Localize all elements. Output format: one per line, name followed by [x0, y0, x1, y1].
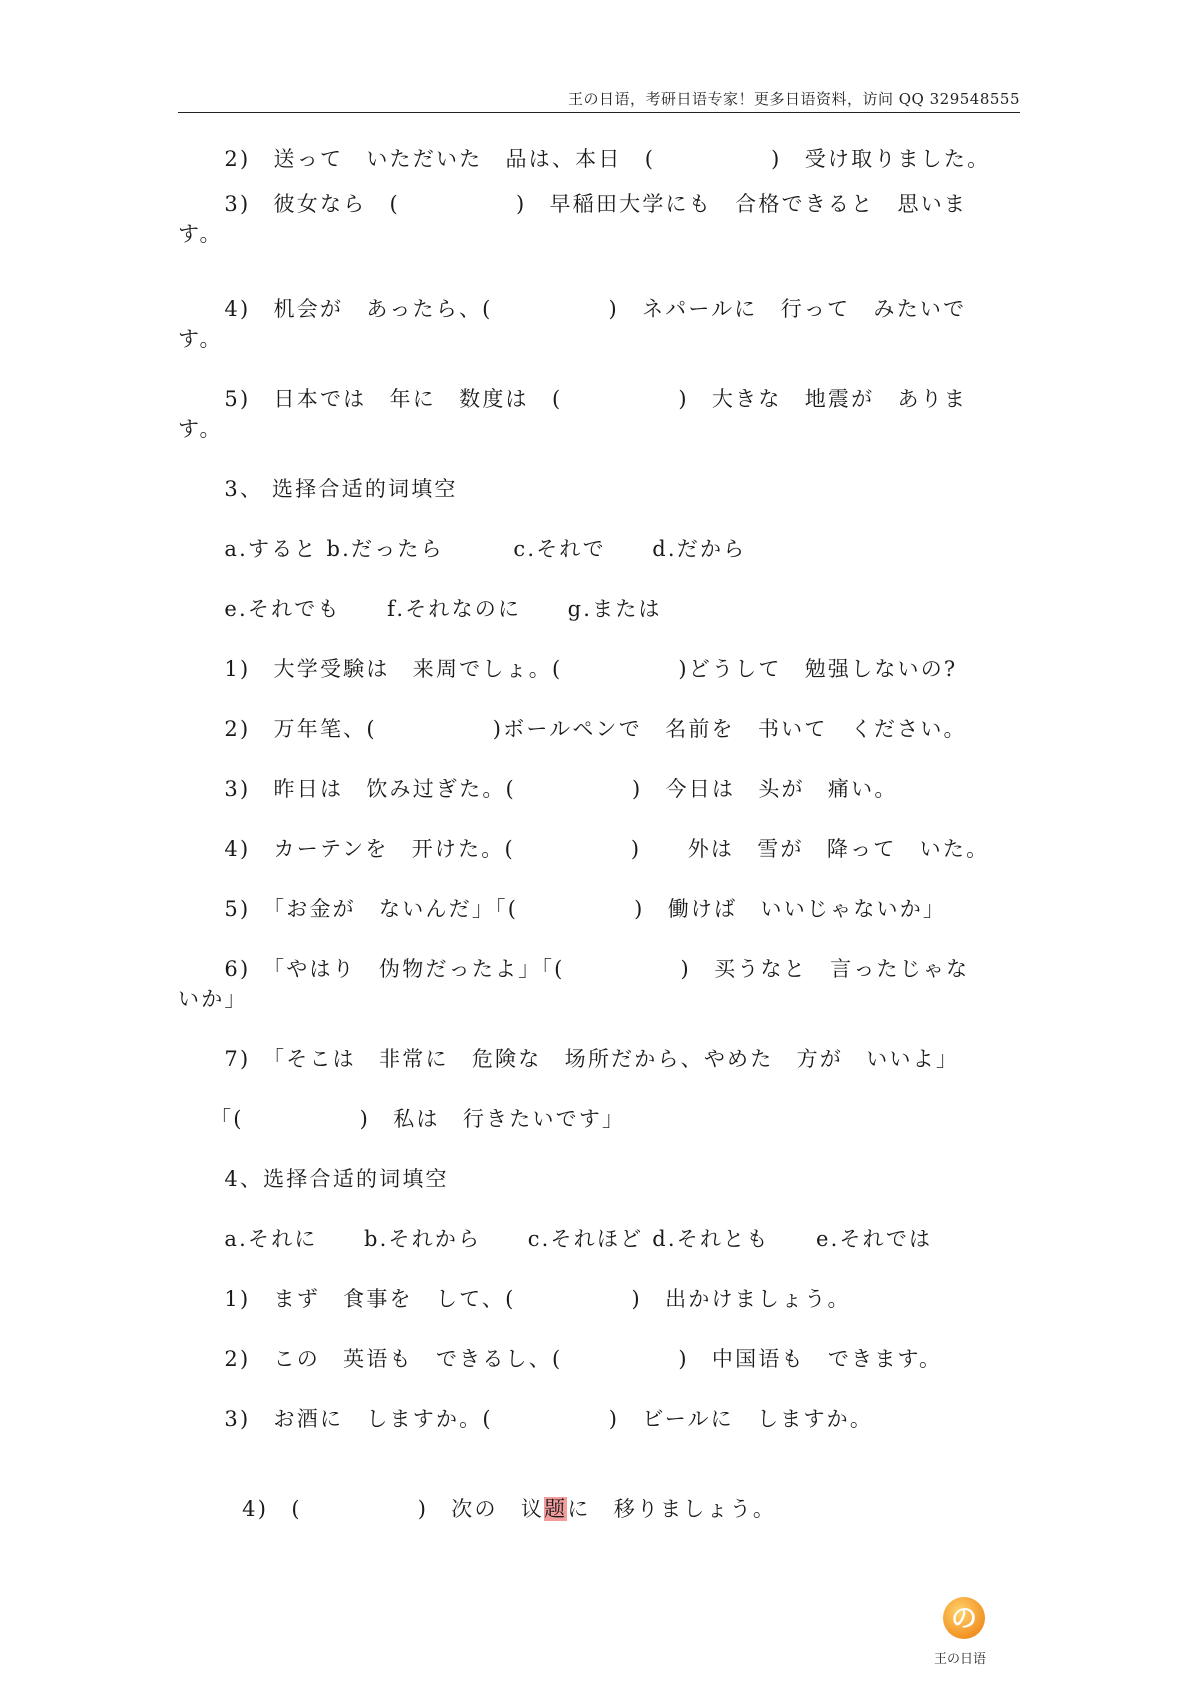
- text-line: 4) 机会が あったら、( ) ネパールに 行って みたいで: [178, 297, 967, 321]
- text-line: 3) 彼女なら ( ) 早稲田大学にも 合格できると 思いま: [178, 192, 968, 216]
- text-line: いか」: [178, 987, 248, 1011]
- logo-glyph: の: [950, 1604, 978, 1634]
- header-text: 王の日语，考研日语专家！更多日语资料，访问 QQ 329548555: [567, 90, 1020, 108]
- text-line: す。: [178, 327, 223, 351]
- text-line: 2) 送って いただいた 品は、本日 ( ) 受け取りました。: [178, 147, 991, 171]
- logo-text: 王の日语: [933, 1652, 986, 1667]
- options-line: a.それに b.それから c.それほど d.それとも e.それでは: [178, 1227, 933, 1251]
- text-segment: に 移りましょう。: [567, 1497, 777, 1521]
- options-line: a.すると b.だったら c.それで d.だから: [178, 537, 747, 561]
- text-line: 5) 日本では 年に 数度は ( ) 大きな 地震が ありま: [178, 387, 968, 411]
- text-line: 1) 大学受験は 来周でしょ。( )どうして 勉强しないの?: [178, 657, 958, 681]
- section-heading: 3、 选择合适的词填空: [178, 477, 458, 501]
- text-line: 2) この 英语も できるし、( ) 中国语も できます。: [178, 1347, 943, 1371]
- text-line: 2) 万年笔、( )ボールペンで 名前を 书いて ください。: [178, 717, 967, 741]
- text-line: 1) まず 食事を して、( ) 出かけましょう。: [178, 1287, 851, 1311]
- section-heading: 4、选择合适的词填空: [178, 1167, 449, 1191]
- text-line: 5) 「お金が ないんだ」「( ) 働けば いいじゃないか」: [178, 897, 947, 921]
- text-line: す。: [178, 417, 223, 441]
- text-line: 4) カーテンを 开けた。( ) 外は 雪が 降って いた。: [178, 837, 990, 861]
- text-segment: 4) ( ) 次の 议: [195, 1497, 545, 1521]
- text-line: す。: [178, 222, 223, 246]
- logo-circle-icon: [942, 1596, 986, 1640]
- text-line: 6) 「やはり 伪物だったよ」「( ) 买うなと 言ったじゃな: [178, 957, 970, 981]
- highlighted-character: 题: [544, 1497, 568, 1521]
- options-line: e.それでも f.それなのに g.または: [178, 597, 662, 621]
- text-line: 3) お酒に しますか。( ) ビールに しますか。: [178, 1407, 874, 1431]
- text-line: 「( ) 私は 行きたいです」: [178, 1107, 626, 1131]
- text-line: 7) 「そこは 非常に 危険な 场所だから、やめた 方が いいよ」: [178, 1047, 960, 1071]
- page-header: [178, 88, 1020, 113]
- brand-logo: [920, 1596, 1000, 1676]
- text-line: 3) 昨日は 饮み过ぎた。( ) 今日は 头が 痛い。: [178, 777, 898, 801]
- text-line: [178, 1464, 1020, 1524]
